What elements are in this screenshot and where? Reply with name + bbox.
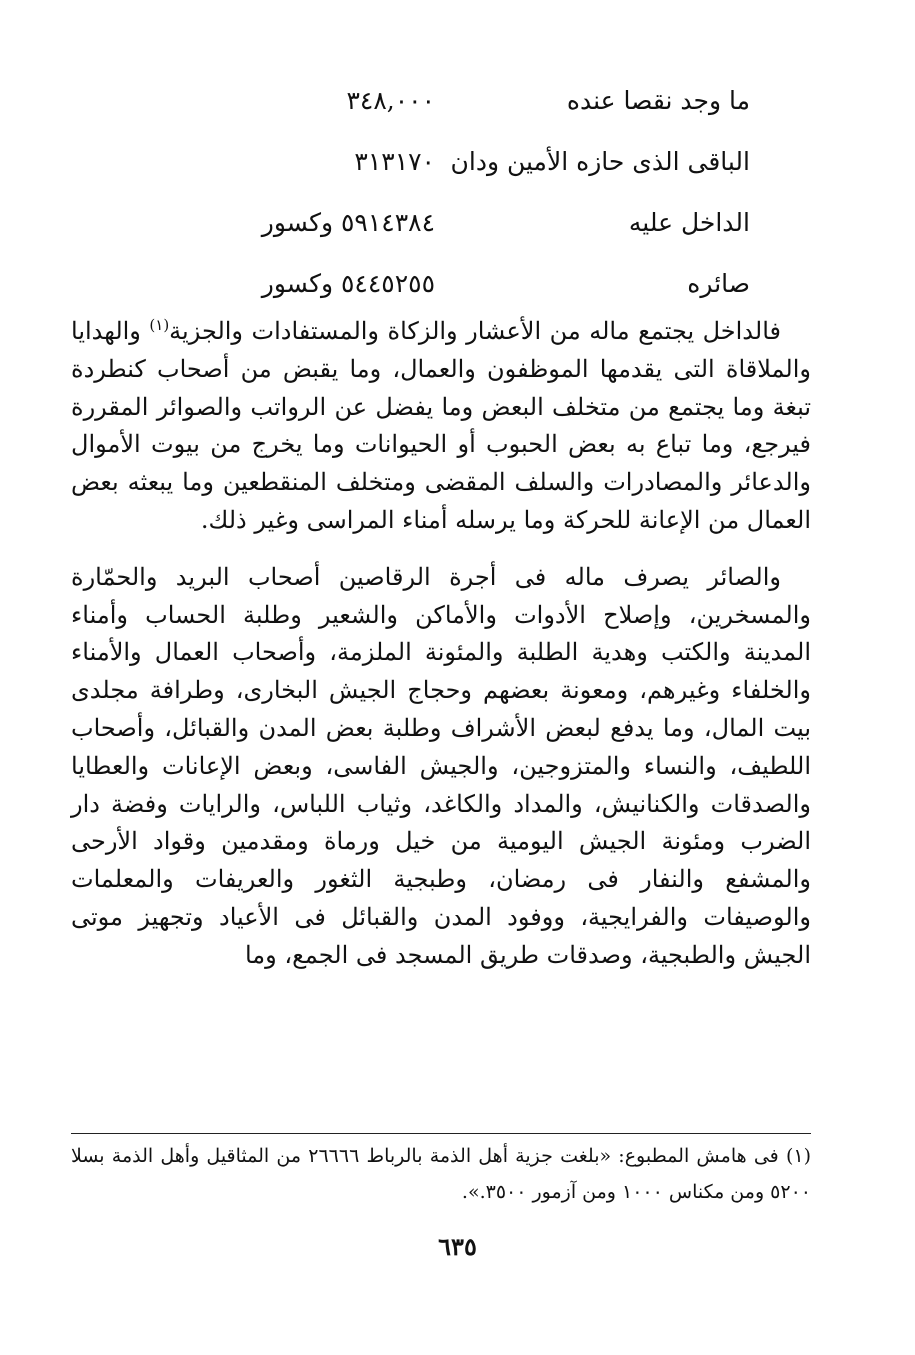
ledger-row — [150, 192, 750, 253]
footnote-reference: (١) — [149, 316, 170, 334]
ledger-label: صائره — [687, 269, 750, 298]
page-number: ٦٣٥ — [438, 1232, 477, 1261]
paragraph-income — [71, 313, 811, 540]
ledger-row — [150, 131, 750, 192]
ledger-table — [150, 70, 750, 314]
ledger-row — [150, 70, 750, 131]
ledger-value: ٥٤٤٥٢٥٥ وكسور — [261, 269, 435, 298]
ledger-label: ما وجد نقصا عنده — [566, 86, 750, 115]
footnote-text: (١) فى هامش المطبوع: «بلغت جزية أهل الذمة بالرباط ٢٦٦٦٦ من المثاقيل وأهل الذمة بسلا ٥٢٠٠ ومن مكناس ١٠٠٠ ومن آزمور ٣٥٠٠.». — [71, 1145, 812, 1203]
ledger-value: ٣١٣١٧٠ — [354, 147, 435, 176]
ledger-value: ٥٩١٤٣٨٤ وكسور — [261, 208, 435, 237]
ledger-row — [150, 253, 750, 314]
ledger-value: ٣٤٨,٠٠٠ — [346, 86, 435, 115]
paragraph-text: فالداخل يجتمع ماله من الأعشار والزكاة والمستفادات والجزية — [169, 317, 781, 345]
paragraph-expenses: والصائر يصرف ماله فى أجرة الرقاصين أصحاب البريد والحمّارة والمسخرين، وإصلاح الأدوات والأماكن والشعير وطلبة الحساب وأمناء المدينة والكتب وهدية الطلبة والمئونة الملزمة، وأصحاب العمال والأمناء والخلفاء وغيرهم، ومعونة بعضهم وحجاج الجيش البخارى، وطرافة مجلدى بيت المال، وما يدفع لبعض الأشراف وطلبة بعض المدن والقبائل، وأصحاب اللطيف، والنساء والمتزوجين، والجيش الفاسى، وبعض الإعانات والعطايا والصدقات والكنانيش، والمداد والكاغد، وثياب اللباس، والرايات وفضة دار الضرب ومئونة الجيش اليومية من خيل ورماة ومقدمين وقواد الأرحى والمشفع والنفار فى رمضان، وطبجية الثغور والعريفات والمعلمات والوصيفات والفرايجية، ووفود المدن والقبائل فى الأعياد وتجهيز موتى الجيش والطبجية، وصدقات طريق المسجد فى الجمع، وما — [71, 562, 811, 969]
ledger-label: الداخل عليه — [628, 208, 750, 237]
body-text — [71, 313, 811, 975]
ledger-label: الباقى الذى حازه الأمين ودان — [450, 147, 750, 176]
paragraph-text: والهدايا والملاقاة التى يقدمها الموظفون والعمال، وما يقبض من أصحاب كنطردة تبغة وما يجتمع من متخلف البعض وما يفضل عن الرواتب والصوائر المقررة فيرجع، وما تباع به بعض الحبوب أو الحيوانات وما يخرج من بيوت الأموال والدعائر والمصادرات والسلف المقضى ومتخلف المنقطعين وما يبعثه بعض العمال من الإعانة للحركة وما يرسله أمناء المراسى وغير ذلك. — [71, 317, 811, 534]
footnote — [71, 1138, 811, 1210]
footnote-divider — [71, 1133, 811, 1134]
